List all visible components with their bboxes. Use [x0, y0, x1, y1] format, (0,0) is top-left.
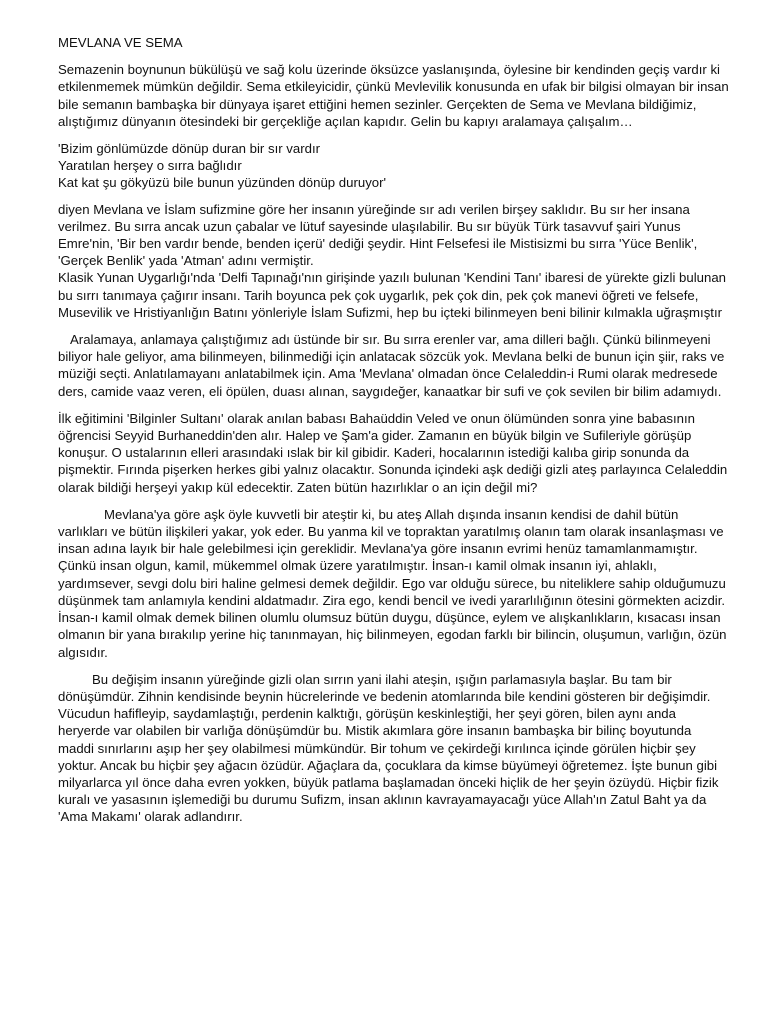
paragraph-aralamaya: Aralamaya, anlamaya çalıştığımız adı üstünde bir sır. Bu sırra erenler var, ama dilleri bağlı. Çünkü bilinmeyeni biliyor hale geliyor, ama bilinmeyen, bilinmediği için anlatacak sözcük yok. Mevlana belki de bunun için şiir, raks ve müziği seçti. Anlatılamayanı anlatabilmek için. Ama 'Mevlana' olmadan önce Celaleddin-i Rumi olarak medresede ders, camide vaaz veren, eli öpülen, duası alınan, saygıdeğer, kanaatkar bir sufi ve çok sevilen bir bilim adamıydı. — [58, 332, 725, 399]
paragraph-ask-ates: Mevlana'ya göre aşk öyle kuvvetli bir ateştir ki, bu ateş Allah dışında insanın kendisi de dahil bütün varlıkları ve bütün ilişkileri yakar, yok eder. Bu yanma kil ve topraktan yaratılmış olanın tam olarak insanlaşması ve insan adına layık bir hale gelebilmesi için gereklidir. Mevlana'ya göre insanın evrimi henüz tamamlanmamıştır. Çünkü insan olgun, kamil, mükemmel olmak üzere yaratılmıştır. İnsan-ı kamil olmak insanın iyi, ahlaklı, yardımsever, sevgi dolu biri haline gelmesi demek değildir. Ego var olduğu sürece, bu niteliklere sahip olduğumuzu düşünmek tam anlamıyla kendini aldatmadır. Zira ego, kendi bencil ve ivedi yararlılığının ötesini görmekten acizdir. İnsan-ı kamil olmak demek bilinen olumlu olumsuz bütün duygu, düşünce, eylem ve alışkanlıkların, kısacası insan olmanın bir yana bırakılıp yerine hiç tanınmayan, hiç bilinmeyen, egodan farklı bir bilincin, oluşumun, varlığın, özün algısıdır. — [58, 506, 727, 660]
poem-line-1: 'Bizim gönlümüzde dönüp duran bir sır vardır — [58, 141, 320, 157]
paragraph-degisim: Bu değişim insanın yüreğinde gizli olan sırrın yani ilahi ateşin, ışığın parlamasıyla başlar. Bu tam bir dönüşümdür. Zihnin kendisinde beynin hücrelerinde ve bedenin atomlarında bile kendini gösteren bir değişimdir. Vücudun hafifleyip, saydamlaştığı, perdenin kalktığı, görüşün keskinleştiği, her şeyi gören, bilen aynı anda heryerde var olabilen bir varlığa dönüşümdür bu. Mistik akımlara göre insanın bambaşka bir bilinç boyutunda maddi sınırlarını aşıp her şey olabilmesi mümkündür. Bir tohum ve çekirdeği kırılınca içinde görülen hiçbir şey yoktur. Ancak bu hiçbir şey ağacın özüdür. Ağaçlara da, çocuklara da kimse büyümeyi öğretemez. İşte bunun gibi milyarlarca yıl önce daha evren yokken, büyük patlama başlamadan önceki hiçlik de her şeyin özüydü. Hiçbir fizik kuralı ve yasasının işlemediği bu durumu Sufizm, insan aklının kavrayamayacağı yüce Allah'ın Zatul Baht ya da 'Ama Makamı' olarak adlandırır. — [58, 671, 719, 825]
paragraph-sir: diyen Mevlana ve İslam sufizmine göre her insanın yüreğinde sır adı verilen birşey saklıdır. Bu sır her insana verilmez. Bu sırra ancak uzun çabalar ve lütuf sayesinde ulaşılabilir. Bu sır büyük Türk tasavvuf şairi Yunus Emre'nin, 'Bir ben vardır bende, benden içerü' dediği şeydir. Hint Felsefesi ile Mistisizmi bu sırra 'Yüce Benlik', 'Gerçek Benlik' yada 'Atman' adını vermiştir. — [58, 201, 698, 269]
intro-paragraph: Semazenin boynunun bükülüşü ve sağ kolu üzerinde öksüzce yaslanışında, öylesine bir kendinden geçiş vardır ki etkilenmemek mümkün değildir. Sema etkileyicidir, çünkü Mevlevilik konusunda en ufak bir bilgisi olmayan bir insan bile semanın bambaşka bir dünyaya işaret ettiğini hemen sezinler. Gerçekten de Sema ve Mevlana bildiğimiz, alıştığımız dünyanın ötesindeki bir gerçekliğe açılan kapıdır. Gelin bu kapıyı aralamaya çalışalım… — [58, 62, 729, 129]
poem-quote — [58, 140, 730, 192]
document-title: MEVLANA VE SEMA — [58, 35, 183, 50]
poem-line-2: Yaratılan herşey o sırra bağlıdır — [58, 158, 242, 174]
document-page — [58, 34, 730, 836]
paragraph-egitim: İlk eğitimini 'Bilginler Sultanı' olarak anılan babası Bahaüddin Veled ve onun ölümünden sonra yine babasının öğrencisi Seyyid Burhaneddin'den alır. Halep ve Şam'a gider. Zamanın en büyük bilgin ve Sufileriyle görüşüp konuşur. O ustalarının elleri arasındaki ıslak bir kil gibidir. Kaderi, hocalarının istediği kalıba girip sonunda da pişmektir. Fırında pişerken herkes gibi yalnız olacaktır. Sonunda içindeki aşk dediği gizli ateş parlayınca Celaleddin olarak bildiği herşeyi yakıp kül edecektir. Zaten bütün hazırlıklar o an için değil mi? — [58, 410, 728, 495]
paragraph-delfi: Klasik Yunan Uygarlığı'nda 'Delfi Tapınağı'nın girişinde yazılı bulunan 'Kendini Tanı' ibaresi de yürekte gizli bulunan bu sırrı tanımaya çağırır insanı. Tarih boyunca pek çok uygarlık, pek çok din, pek çok manevi öğreti ve felsefe, Musevilik ve Hristiyanlığın Batını yönleriyle İslam Sufizmi, hep bu içteki bilinmeyen beni bilinir kılmakla uğraşmıştır — [58, 270, 726, 320]
poem-line-3: Kat kat şu gökyüzü bile bunun yüzünden dönüp duruyor' — [58, 175, 387, 191]
